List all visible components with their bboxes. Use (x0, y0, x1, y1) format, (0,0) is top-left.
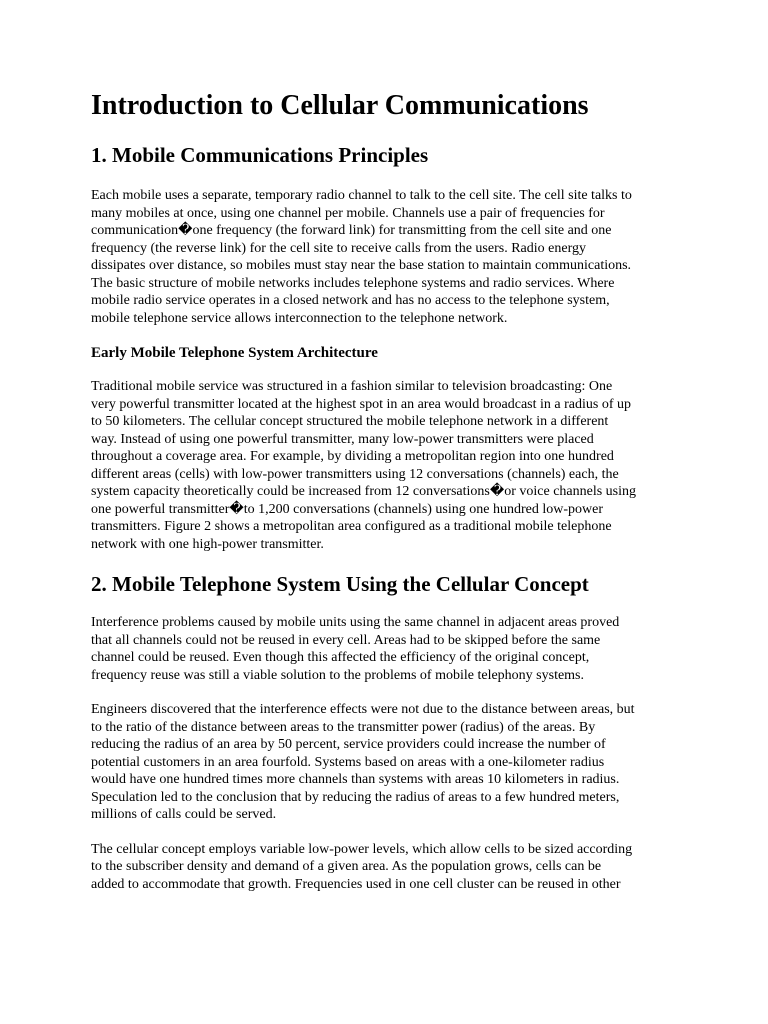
document-content (91, 88, 691, 910)
text-line: to the ratio of the distance between areas to the transmitter power (radius) of the areas. By (91, 719, 596, 735)
text-line: Traditional mobile service was structured in a fashion similar to television broadcasting: One (91, 379, 613, 394)
text-line: dissipates over distance, so mobiles must stay near the base station to maintain communications. (91, 258, 632, 273)
section-2-paragraph-2 (91, 701, 691, 824)
text-line: way. Instead of using one powerful transmitter, many low-power transmitters were placed (91, 431, 594, 447)
text-line: system capacity theoretically could be increased from 12 conversations�or voice channels using (91, 484, 637, 499)
text-line: The cellular concept employs variable low-power levels, which allow cells to be sized according (91, 841, 633, 857)
text-line: Each mobile uses a separate, temporary radio channel to talk to the cell site. The cell site talks to (91, 188, 632, 203)
text-line: different areas (cells) with low-power transmitters using 12 conversations (channels) each, the (91, 466, 619, 482)
text-line: to 50 kilometers. The cellular concept structured the mobile telephone network in a different (91, 414, 609, 429)
text-line: reducing the radius of an area by 50 percent, service providers could increase the number of (91, 737, 606, 752)
section-2-heading: 2. Mobile Telephone System Using the Cellular Concept (91, 572, 589, 596)
text-line: potential customers in an area fourfold. Systems based on areas with a one-kilometer radius (91, 754, 605, 770)
text-line: millions of calls could be served. (91, 807, 277, 822)
text-line: that all channels could not be reused in every cell. Areas had to be skipped before the same (91, 632, 601, 648)
text-line: Speculation led to the conclusion that by reducing the radius of areas to a few hundred meters, (91, 789, 620, 805)
section-1-paragraph-1 (91, 187, 691, 327)
text-line: Interference problems caused by mobile units using the same channel in adjacent areas proved (91, 615, 620, 630)
text-line: mobile radio service operates in a closed network and has no access to the telephone system, (91, 293, 610, 308)
text-line: would have one hundred times more channels than systems with areas 10 kilometers in radius. (91, 772, 620, 787)
text-line: many mobiles at once, using one channel per mobile. Channels use a pair of frequencies for (91, 205, 605, 221)
text-line: communication�one frequency (the forward link) for transmitting from the cell site and one (91, 223, 612, 238)
text-line: The basic structure of mobile networks includes telephone systems and radio services. Where (91, 275, 615, 291)
document-title: Introduction to Cellular Communications (91, 90, 589, 121)
text-line: frequency reuse was still a viable solution to the problems of mobile telephony systems. (91, 667, 585, 683)
text-line: to the subscriber density and demand of a given area. As the population grows, cells can be (91, 859, 602, 874)
section-1-paragraph-2 (91, 378, 691, 553)
text-line: one powerful transmitter�to 1,200 conversations (channels) using one hundred low-power (91, 501, 604, 517)
section-1-heading: 1. Mobile Communications Principles (91, 143, 429, 167)
text-line: transmitters. Figure 2 shows a metropolitan area configured as a traditional mobile telephone (91, 519, 612, 534)
text-line: very powerful transmitter located at the highest spot in an area would broadcast in a radius of up (91, 396, 631, 412)
text-line: channel could be reused. Even though this affected the efficiency of the original concept, (91, 650, 590, 665)
text-line: throughout a coverage area. For example, by dividing a metropolitan region into one hundred (91, 449, 614, 464)
section-2-paragraph-3 (91, 841, 691, 894)
text-line: added to accommodate that growth. Frequencies used in one cell cluster can be reused in other (91, 876, 621, 892)
section-2-paragraph-1 (91, 614, 691, 684)
text-line: mobile telephone service allows interconnection to the telephone network. (91, 310, 508, 326)
text-line: Engineers discovered that the interference effects were not due to the distance between areas, but (91, 702, 635, 717)
text-line: frequency (the reverse link) for the cell site to receive calls from the users. Radio energy (91, 240, 586, 256)
text-line: network with one high-power transmitter. (91, 536, 324, 552)
subsection-heading-early-architecture: Early Mobile Telephone System Architecture (91, 345, 378, 361)
